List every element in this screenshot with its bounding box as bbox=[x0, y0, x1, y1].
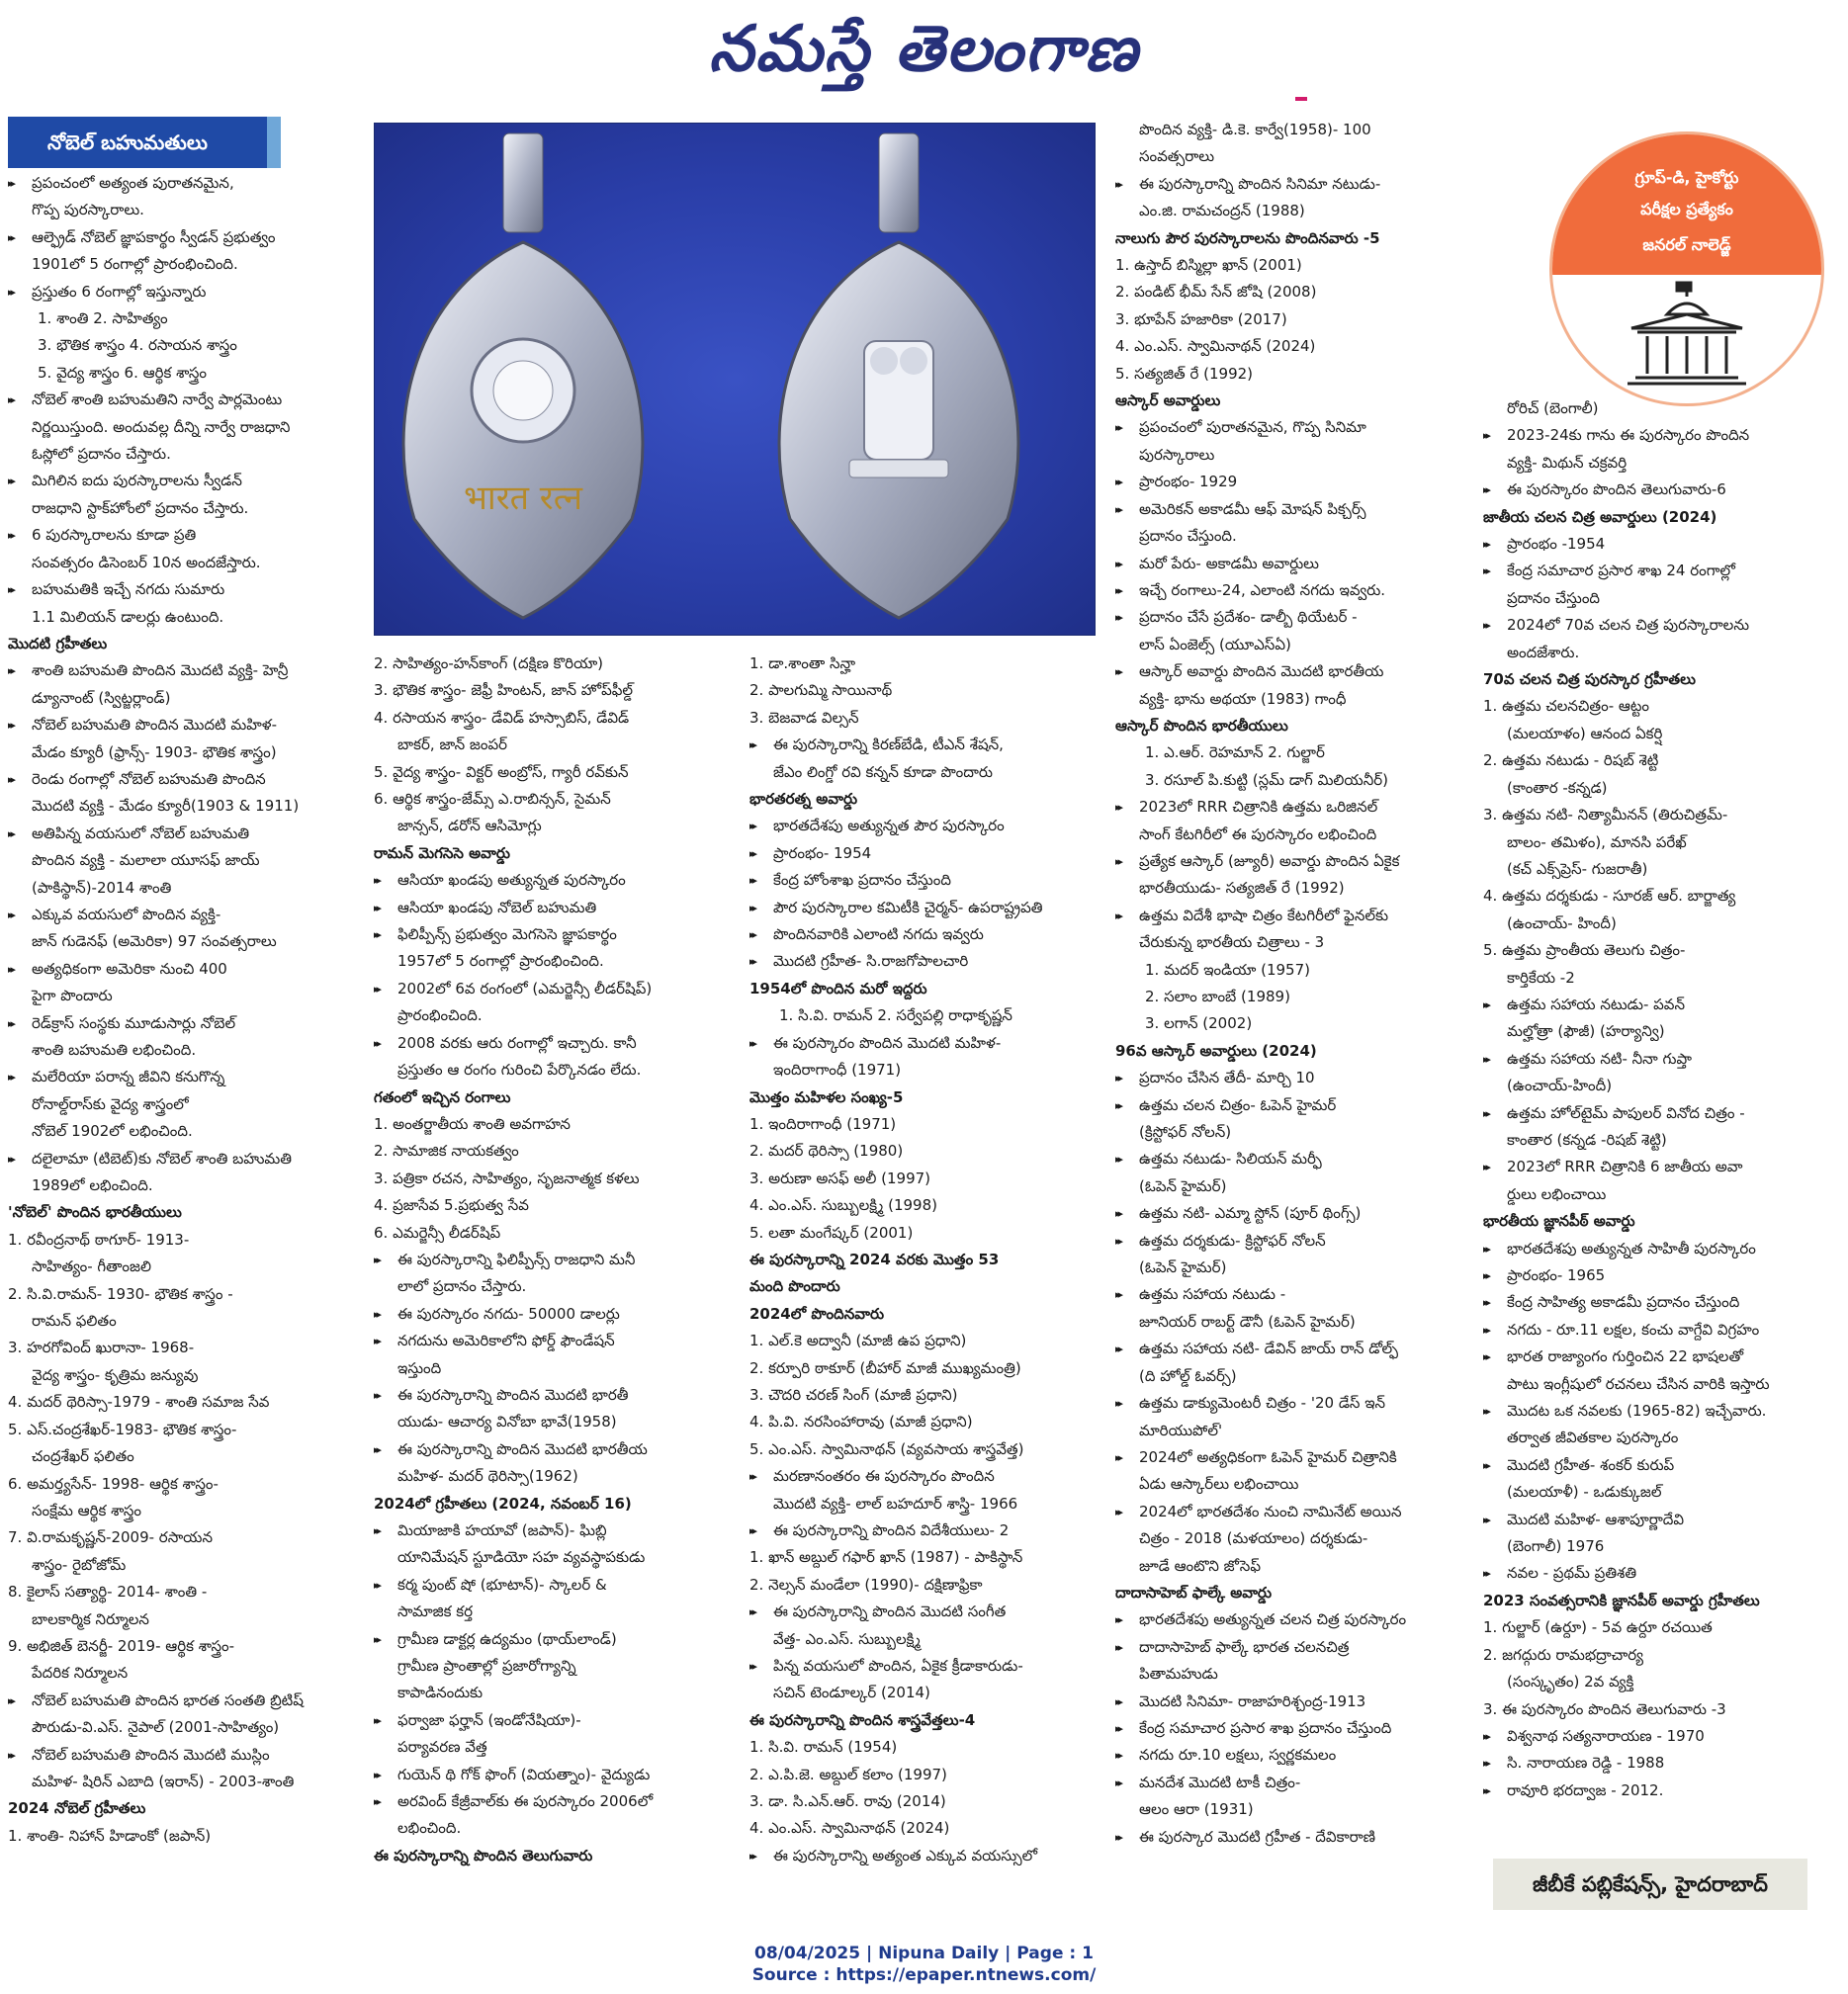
text-line: ▸▸ కేంద్ర సాహిత్య అకాడమీ ప్రదానం చేస్తుంది bbox=[1483, 1289, 1839, 1316]
text-line: 1. ఎ.ఆర్. రెహమాన్ 2. గుల్జార్ bbox=[1145, 743, 1325, 762]
text-line: 1. గుల్జార్ (ఉర్దూ) - 5వ ఉర్దూ రచయిత bbox=[1483, 1618, 1713, 1637]
text-line: 2. సి.వి.రామన్- 1930- భౌతిక శాస్త్రం - bbox=[8, 1284, 233, 1303]
text-line: బాలం- తమిళం), మానసి పరేఖ్ bbox=[1507, 832, 1687, 851]
text-line: 4. పి.వి. నరసింహారావు (మాజీ ప్రధాని) bbox=[749, 1413, 973, 1431]
text-line: పైగా పొందారు bbox=[32, 987, 113, 1005]
text-line: 1. సి.వి. రామన్ (1954) bbox=[749, 1738, 898, 1757]
text-line: ▸▸ ఈ పురస్కారాన్ని ఫిలిప్పీన్స్ రాజధాని మనీ bbox=[374, 1247, 732, 1273]
text-line: ▸▸ మనదేశ మొదటి టాకీ చిత్రం- bbox=[1115, 1770, 1463, 1796]
text-line: ▸▸ భారతదేశపు అత్యున్నత పౌర పురస్కారం bbox=[749, 813, 1098, 839]
text-line: జూడే ఆంటొని జోసెఫ్ bbox=[1139, 1556, 1261, 1575]
text-line: సంవత్సరాలు bbox=[1139, 147, 1215, 166]
text-line: పాటు ఇంగ్లీషులో రచనలు చేసిన వారికి ఇస్తారు bbox=[1507, 1374, 1770, 1393]
text-line: ▸▸ మొదటి గ్రహీత- శంకర్ కురుప్ bbox=[1483, 1452, 1839, 1479]
text-line: నిర్ణయిస్తుంది. అందువల్ల దీన్ని నార్వే రాజధాని bbox=[32, 417, 291, 436]
text-line: శాంతి బహుమతి లభించింది. bbox=[32, 1041, 197, 1059]
text-line: కాపాడినందుకు bbox=[397, 1684, 484, 1702]
text-line: ▸▸ ఈ పురస్కారాన్ని కిరణ్‌బేడి, టీఎన్ శేషన్, bbox=[749, 732, 1098, 758]
text-line: ఏడు ఆస్కార్‌లు లభించాయి bbox=[1139, 1475, 1299, 1494]
medal-inscription: भारत रत्न bbox=[463, 478, 583, 518]
text-line: ▸▸ 2023-24కు గాను ఈ పురస్కారం పొందిన bbox=[1483, 422, 1839, 449]
text-line: ▸▸ 2008 వరకు ఆరు రంగాల్లో ఇచ్చారు. కానీ bbox=[374, 1030, 732, 1057]
text-line: ▸▸ నవల - ప్రథమ్ ప్రతిశతి bbox=[1483, 1560, 1839, 1587]
text-line: 3. బెజవాడ విల్సన్ bbox=[749, 708, 859, 727]
text-line: 3. డా. సి.ఎన్.ఆర్. రావు (2014) bbox=[749, 1792, 946, 1811]
text-line: ▸▸ ఉత్తమ హోల్‌టైమ్ పాపులర్ వినోద చిత్రం - bbox=[1483, 1100, 1839, 1127]
text-line: ▸▸ ఉత్తమ దర్శకుడు- క్రిస్టోఫర్ నోలన్ bbox=[1115, 1228, 1463, 1255]
text-line: ▸▸ ఎక్కువ వయసులో పొందిన వ్యక్తి- bbox=[8, 902, 354, 928]
badge-line-1: గ్రూప్-డి, హైకోర్టు bbox=[1634, 168, 1739, 187]
text-line: (కాంతార -కన్నడ) bbox=[1507, 778, 1608, 797]
text-line: 3. పత్రికా రచన, సాహిత్యం, సృజనాత్మక కళలు bbox=[374, 1169, 640, 1187]
text-line: ▸▸ పొందినవారికి ఎలాంటి నగదు ఇవ్వరు bbox=[749, 921, 1098, 948]
text-line: యానిమేషన్ స్టూడియో సహ వ్యవస్థాపకుడు bbox=[397, 1548, 646, 1567]
text-line: ▸▸ ఈ పురస్కారం పొందిన తెలుగువారు-6 bbox=[1483, 477, 1839, 503]
badge-line-3: జనరల్ నాలెడ్జ్ bbox=[1642, 235, 1731, 254]
text-line: బాలకార్మిక నిర్మూలన bbox=[32, 1609, 149, 1628]
text-line: ఓస్లోలో ప్రదానం చేస్తారు. bbox=[32, 445, 171, 464]
text-line: 3. చౌదరి చరణ్ సింగ్ (మాజీ ప్రధాని) bbox=[749, 1385, 958, 1404]
text-line: ▸▸ ఈ పురస్కారాన్ని పొందిన మొదటి భారతీయ bbox=[374, 1436, 732, 1463]
text-line: ▸▸ ఈ పురస్కారాన్ని పొందిన మొదటి సంగీత bbox=[749, 1599, 1098, 1625]
text-line: మేడం క్యూరీ (ఫ్రాన్స్- 1903- భౌతిక శాస్త్రం) bbox=[32, 742, 277, 761]
text-line: ▸▸ నోబెల్ బహుమతి పొందిన మొదటి మహిళ- bbox=[8, 712, 354, 738]
text-line: ▸▸ ప్రపంచంలో పురాతనమైన, గొప్ప సినిమా bbox=[1115, 414, 1463, 441]
text-line: ▸▸ శాంతి బహుమతి పొందిన మొదటి వ్యక్తి- హెన్రీ bbox=[8, 657, 354, 684]
text-line: ▸▸ గ్రామీణ డాక్టర్ల ఉద్యమం (థాయ్‌లాండ్) bbox=[374, 1626, 732, 1653]
government-building-icon bbox=[1552, 275, 1821, 403]
text-line: రోనాల్డ్‌రాస్‌కు వైద్య శాస్త్రంలో bbox=[32, 1094, 189, 1113]
text-line: 1989లో లభించింది. bbox=[32, 1176, 153, 1195]
text-line: 5. ఎం.ఎస్. స్వామినాథన్ (వ్యవసాయ శాస్త్రవేత్త) bbox=[749, 1439, 1024, 1458]
text-line: 6. ఎమర్జెన్సీ లీడర్‌షిప్ bbox=[374, 1223, 501, 1242]
footer-source-line: Source : https://epaper.ntnews.com/ bbox=[751, 1965, 1097, 1985]
text-line: 2. కర్పూరి ఠాకూర్ (బీహార్ మాజీ ముఖ్యమంత్రి) bbox=[749, 1358, 1021, 1377]
text-line: ▸▸ విశ్వనాథ సత్యనారాయణ - 1970 bbox=[1483, 1723, 1839, 1750]
text-line: 7. వి.రామకృష్ణన్-2009- రసాయన bbox=[8, 1528, 213, 1547]
text-line: 3. అరుణా అసఫ్ అలీ (1997) bbox=[749, 1169, 931, 1187]
text-line: ▸▸ మరో పేరు- అకాడమీ అవార్డులు bbox=[1115, 551, 1463, 577]
text-line: 3. భౌతిక శాస్త్రం- జెఫ్రీ హింటన్, జాన్ హోప్‌ఫీల్డ్ bbox=[374, 681, 634, 700]
text-line: లాస్ ఏంజెల్స్ (యూఎస్ఏ) bbox=[1139, 635, 1291, 653]
text-line: ▸▸ ఉత్తమ డాక్యుమెంటరీ చిత్రం - '20 డేస్ ఇన్ bbox=[1115, 1390, 1463, 1417]
subheading: 2024లో గ్రహీతలు (2024, నవంబర్ 16) bbox=[374, 1494, 632, 1513]
text-line: 2. నెల్సన్ మండేలా (1990)- దక్షిణాఫ్రికా bbox=[749, 1575, 983, 1594]
text-line: 3. హరగోవింద్ ఖురానా- 1968- bbox=[8, 1339, 195, 1357]
text-line: ▸▸ ప్రారంభం- 1965 bbox=[1483, 1262, 1839, 1289]
subheading: భారతీయ జ్ఞానపీఠ్ అవార్డు bbox=[1483, 1212, 1635, 1231]
text-line: ▸▸ ఈ పురస్కారాన్ని అత్యంత ఎక్కువ వయస్సులో bbox=[749, 1843, 1098, 1869]
text-line: లాలో ప్రదానం చేస్తారు. bbox=[397, 1277, 527, 1296]
subheading: 2023 సంవత్సరానికి జ్ఞానపీఠ్ అవార్డు గ్రహీతలు bbox=[1483, 1591, 1760, 1609]
text-line: ▸▸ ప్రస్తుతం 6 రంగాల్లో ఇస్తున్నారు bbox=[8, 279, 354, 305]
text-line: 4. ప్రజాసేవ 5.ప్రభుత్వ సేవ bbox=[374, 1196, 529, 1215]
text-line: (బెంగాలీ) 1976 bbox=[1507, 1537, 1605, 1556]
text-line: 4. ఎం.ఎస్. సుబ్బులక్ష్మి (1998) bbox=[749, 1196, 937, 1215]
text-line: ▸▸ ఉత్తమ సహాయ నటుడు - bbox=[1115, 1281, 1463, 1308]
text-line: గ్రామీణ ప్రాంతాల్లో ప్రజారోగ్యాన్ని bbox=[397, 1657, 576, 1676]
subheading: ఈ పురస్కారాన్ని పొందిన శాస్త్రవేత్తలు-4 bbox=[749, 1710, 976, 1729]
text-line: ▸▸ ప్రదానం చేసిన తేదీ- మార్చి 10 bbox=[1115, 1065, 1463, 1091]
text-line: చేరుకున్న భారతీయ చిత్రాలు - 3 bbox=[1139, 933, 1325, 952]
text-line: ▸▸ పౌర పురస్కారాల కమిటీకి చైర్మన్- ఉపరాష్ట్రపతి bbox=[749, 895, 1098, 921]
text-line: ▸▸ నోబెల్ శాంతి బహుమతిని నార్వే పార్లమెంటు bbox=[8, 387, 354, 413]
text-line: ▸▸ ఈ పురస్కారం పొందిన మొదటి మహిళ- bbox=[749, 1030, 1098, 1057]
text-line: ▸▸ గుయెన్ థి గోక్ ఫొంగ్ (వియత్నాం)- వైద్యుడు bbox=[374, 1762, 732, 1788]
text-line: ▸▸ రెడ్‌క్రాస్ సంస్థకు మూడుసార్లు నోబెల్ bbox=[8, 1010, 354, 1037]
text-line: ర్డులు లభించాయి bbox=[1507, 1184, 1607, 1203]
text-line: ▸▸ ఈ పురస్కార మొదటి గ్రహీత - దేవికారాణి bbox=[1115, 1824, 1463, 1851]
text-line: 3. ఉత్తమ నటి- నిత్యామీనన్ (తిరుచిత్రమ్- bbox=[1483, 806, 1728, 824]
text-line: ▸▸ 2023లో RRR చిత్రానికి ఉత్తమ ఒరిజినల్ bbox=[1115, 794, 1463, 821]
text-line: పితామహుడు bbox=[1139, 1665, 1218, 1684]
text-line: ▸▸ ప్రదానం చేసే ప్రదేశం- డాల్బీ థియేటర్ - bbox=[1115, 604, 1463, 631]
text-line: భారతీయుడు- సత్యజిత్ రే (1992) bbox=[1139, 879, 1345, 898]
text-line: ఆలం ఆరా (1931) bbox=[1139, 1800, 1254, 1819]
text-line: (మలయాళం) ఆనంద ఏకర్షి bbox=[1507, 724, 1663, 742]
text-line: కార్తికేయ -2 bbox=[1507, 968, 1575, 987]
footer-date-line: 08/04/2025 | Nipuna Daily | Page : 1 bbox=[754, 1944, 1094, 1963]
text-line: బాకర్, జాన్ జంపర్ bbox=[397, 736, 508, 754]
text-line: 2. ఎ.పి.జె. అబ్దుల్ కలాం (1997) bbox=[749, 1765, 947, 1783]
badge-line-2: పరీక్షల ప్రత్యేకం bbox=[1640, 200, 1733, 218]
text-line: ప్రదానం చేస్తుంది bbox=[1507, 588, 1601, 607]
text-line: (ది హోల్డ్ ఓవర్స్) bbox=[1139, 1366, 1237, 1385]
text-line: ▸▸ అతిపిన్న వయసులో నోబెల్ బహుమతి bbox=[8, 821, 354, 847]
text-line: ▸▸ నగదు రూ.10 లక్షలు, స్వర్ణకమలం bbox=[1115, 1742, 1463, 1769]
text-line: తర్వాత జీవితకాల పురస్కారం bbox=[1507, 1429, 1679, 1447]
medal-front-icon bbox=[403, 133, 643, 618]
text-line: ▸▸ ప్రపంచంలో అత్యంత పురాతనమైన, bbox=[8, 170, 354, 197]
text-line: ▸▸ పిన్న వయసులో పొందిన, ఏకైక క్రీడాకారుడు- bbox=[749, 1653, 1098, 1680]
text-line: (పాకిస్థాన్)-2014 శాంతి bbox=[32, 878, 172, 897]
text-line: 1.1 మిలియన్ డాలర్లు ఉంటుంది. bbox=[32, 607, 224, 626]
text-line: 1. ఎల్.కె అద్వానీ (మాజీ ఉప ప్రధాని) bbox=[749, 1332, 967, 1350]
text-line: ▸▸ కేంద్ర సమాచార ప్రసార శాఖ ప్రదానం చేస్తుంది bbox=[1115, 1715, 1463, 1742]
text-line: ఇస్తుంది bbox=[397, 1358, 442, 1377]
text-line: ఎం.జి. రామచంద్రన్ (1988) bbox=[1139, 202, 1305, 220]
text-line: పొందిన వ్యక్తి - మలాలా యూసఫ్ జాయ్ bbox=[32, 851, 260, 870]
column-4 bbox=[1115, 117, 1463, 1851]
text-line: ▸▸ ఈ పురస్కారాన్ని పొందిన మొదటి భారతీ bbox=[374, 1382, 732, 1409]
text-line: 2. జగద్గురు రామభద్రాచార్య bbox=[1483, 1645, 1644, 1664]
text-line: (ఓపెన్ హైమర్) bbox=[1139, 1176, 1227, 1195]
text-line: 3. ఈ పురస్కారం పొందిన తెలుగువారు -3 bbox=[1483, 1699, 1726, 1718]
text-line: మారియుపోల్' bbox=[1139, 1421, 1223, 1439]
text-line: ▸▸ 6 పురస్కారాలను కూడా ప్రతి bbox=[8, 522, 354, 549]
text-line: మొదటి వ్యక్తి- లాల్ బహదూర్ శాస్త్రి- 1966 bbox=[773, 1494, 1018, 1513]
text-line: 2. సాహిత్యం-హన్‌కాంగ్ (దక్షిణ కొరియా) bbox=[374, 654, 604, 672]
subheading: గతంలో ఇచ్చిన రంగాలు bbox=[374, 1087, 511, 1106]
text-line: వ్యక్తి- మిథున్ చక్రవర్తి bbox=[1507, 453, 1628, 472]
text-line: 8. కైలాస్ సత్యార్థి- 2014- శాంతి - bbox=[8, 1583, 208, 1602]
subheading: మొదటి గ్రహీతలు bbox=[8, 634, 108, 652]
text-line: 9. అభిజిత్ బెనర్జీ- 2019- ఆర్థిక శాస్త్రం- bbox=[8, 1636, 235, 1655]
text-line: ▸▸ నోబెల్ బహుమతి పొందిన మొదటి ముస్లిం bbox=[8, 1742, 354, 1769]
subheading: 'నోబెల్' పొందిన భారతీయులు bbox=[8, 1203, 182, 1222]
text-line: 5. వైద్య శాస్త్రం 6. ఆర్థిక శాస్త్రం bbox=[38, 363, 207, 382]
masthead-accent bbox=[1295, 97, 1307, 101]
text-line: 1. అంతర్జాతీయ శాంతి అవగాహన bbox=[374, 1114, 571, 1133]
text-line: ▸▸ ఈ పురస్కారాన్ని పొందిన విదేశీయులు- 2 bbox=[749, 1517, 1098, 1544]
subheading: 2024 నోబెల్ గ్రహీతలు bbox=[8, 1799, 146, 1818]
subheading: ఆస్కార్ పొందిన భారతీయులు bbox=[1115, 716, 1288, 735]
text-line: ▸▸ భారతదేశపు అత్యున్నత చలన చిత్ర పురస్కారం bbox=[1115, 1606, 1463, 1633]
text-line: (ఓపెన్ హైమర్) bbox=[1139, 1258, 1227, 1277]
text-line: ▸▸ అరవింద్ కేజ్రీవాల్‌కు ఈ పురస్కారం 2006లో bbox=[374, 1788, 732, 1815]
text-line: 1. ఇందిరాగాంధీ (1971) bbox=[749, 1114, 897, 1133]
column-3-lines bbox=[749, 650, 1098, 1869]
column-1-lines bbox=[8, 170, 354, 1850]
text-line: 5. ఎస్.చంద్రశేఖర్-1983- భౌతిక శాస్త్రం- bbox=[8, 1420, 237, 1438]
subheading: నాలుగు పౌర పురస్కారాలను పొందినవారు -5 bbox=[1115, 228, 1380, 247]
text-line: 3. భౌతిక శాస్త్రం 4. రసాయన శాస్త్రం bbox=[38, 336, 237, 355]
text-line: కాంతార (కన్నడ -రిషబ్ శెట్టి) bbox=[1507, 1130, 1667, 1149]
text-line: ▸▸ మొదట ఒక నవలకు (1965-82) ఇచ్చేవారు. bbox=[1483, 1398, 1839, 1425]
text-line: ▸▸ భారతదేశపు అత్యున్నత సాహితీ పురస్కారం bbox=[1483, 1236, 1839, 1262]
text-line: 2. సామాజిక నాయకత్వం bbox=[374, 1142, 519, 1161]
text-line: మహిళ- షిరిన్ ఎబాది (ఇరాన్) - 2003-శాంతి bbox=[32, 1772, 295, 1790]
text-line: ▸▸ ఉత్తమ చలన చిత్రం- ఓపెన్ హైమర్ bbox=[1115, 1092, 1463, 1119]
text-line: ▸▸ 2002లో 6వ రంగంలో (ఎమర్జెన్సీ లీడర్‌షిప్) bbox=[374, 976, 732, 1002]
text-line: జూనియర్ రాబర్ట్ డౌనీ (ఓపెన్ హైమర్) bbox=[1139, 1312, 1356, 1331]
text-line: అందజేశారు. bbox=[1507, 643, 1580, 661]
text-line: 4. మదర్ థెరిస్సా-1979 - శాంతి సమాజ సేవ bbox=[8, 1393, 270, 1412]
text-line: 1. డా.శాంతా సిన్హా bbox=[749, 654, 856, 672]
text-line: ప్రస్తుతం ఆ రంగం గురించి పేర్కొనడం లేదు. bbox=[397, 1061, 642, 1080]
text-line: ▸▸ 2024లో 70వ చలన చిత్ర పురస్కారాలను bbox=[1483, 612, 1839, 639]
text-line: ▸▸ అమెరికన్ అకాడమీ ఆఫ్ మోషన్ పిక్చర్స్ bbox=[1115, 496, 1463, 523]
subheading: మంది పొందారు bbox=[749, 1277, 840, 1296]
text-line: ▸▸ ఉత్తమ విదేశీ భాషా చిత్రం కేటగిరీలో ఫైనల్‌కు bbox=[1115, 903, 1463, 929]
text-line: ▸▸ ఈ పురస్కారాన్ని పొందిన సినిమా నటుడు- bbox=[1115, 171, 1463, 198]
text-line: ▸▸ రావూరి భరద్వాజ - 2012. bbox=[1483, 1777, 1839, 1804]
column-nobel bbox=[8, 117, 354, 1850]
column-5-lines bbox=[1483, 395, 1839, 1804]
text-line: రాజధాని స్టాక్‌హోంలో ప్రదానం చేస్తారు. bbox=[32, 498, 249, 517]
text-line: 2. ఉత్తమ నటుడు - రిషబ్ శెట్టి bbox=[1483, 751, 1659, 770]
text-line: 6. అమర్త్యసేన్- 1998- ఆర్థిక శాస్త్రం- bbox=[8, 1474, 219, 1493]
text-line: ▸▸ ఉత్తమ సహాయ నటి- డేవిన్ జాయ్ రాన్ డోల్ఫ్ bbox=[1115, 1336, 1463, 1362]
text-line: పేదరిక నిర్మూలన bbox=[32, 1664, 129, 1683]
text-line: ▸▸ ప్రత్యేక ఆస్కార్ (జ్యూరీ) అవార్డు పొందిన ఏకైక bbox=[1115, 848, 1463, 875]
text-line: 1. ఖాన్ అబ్దుల్ గఫార్ ఖాన్ (1987) - పాకిస్థాన్ bbox=[749, 1548, 1023, 1567]
text-line: 1901లో 5 రంగాల్లో ప్రారంభించింది. bbox=[32, 255, 238, 274]
text-line: 2. సలాం బాంబే (1989) bbox=[1145, 988, 1290, 1005]
text-line: ▸▸ మొదటి గ్రహీత- సి.రాజగోపాలచారి bbox=[749, 948, 1098, 975]
text-line: ▸▸ మరణానంతరం ఈ పురస్కారం పొందిన bbox=[749, 1463, 1098, 1490]
exam-special-badge bbox=[1549, 131, 1824, 406]
text-line: 1. రవీంద్రనాథ్ ఠాగూర్- 1913- bbox=[8, 1230, 190, 1249]
text-line: శాస్త్రం- రైబోజోమ్ bbox=[32, 1555, 127, 1574]
text-line: 4. ఎం.ఎస్. స్వామినాథన్ (2024) bbox=[1115, 337, 1316, 356]
subheading: ఈ పురస్కారాన్ని పొందిన తెలుగువారు bbox=[374, 1846, 593, 1864]
text-line: వ్యక్తి- భాను అథయా (1983) గాంధీ bbox=[1139, 689, 1347, 708]
text-line: డ్యూనాంట్ (స్విట్జర్లాండ్) bbox=[32, 688, 171, 707]
text-line: గొప్ప పురస్కారాలు. bbox=[32, 201, 144, 219]
text-line: ▸▸ భారత రాజ్యాంగం గుర్తించిన 22 భాషలతో bbox=[1483, 1344, 1839, 1370]
text-line: ▸▸ ప్రారంభం -1954 bbox=[1483, 531, 1839, 558]
text-line: 1. ఉస్తాద్ బిస్మిల్లా ఖాన్ (2001) bbox=[1115, 256, 1302, 275]
text-line: మొదటి వ్యక్తి - మేడం క్యూరీ(1903 & 1911) bbox=[32, 797, 300, 816]
text-line: సంక్షేమ ఆర్థిక శాస్త్రం bbox=[32, 1501, 141, 1519]
text-line: రోరిచ్ (బెంగాలీ) bbox=[1507, 399, 1599, 417]
text-line: 1. సి.వి. రామన్ 2. సర్వేపల్లి రాధాకృష్ణన్ bbox=[779, 1006, 1012, 1025]
text-line: ▸▸ దలైలామా (టిబెట్)కు నోబెల్ శాంతి బహుమతి bbox=[8, 1146, 354, 1172]
text-line: 1. శాంతి 2. సాహిత్యం bbox=[38, 309, 168, 328]
text-line: సంవత్సరం డిసెంబర్ 10న అందజేస్తారు. bbox=[32, 553, 261, 571]
text-line: ▸▸ ఫిలిప్పీన్స్ ప్రభుత్వం మెగసెసె జ్ఞాపకార్థం bbox=[374, 921, 732, 948]
text-line: ▸▸ కేంద్ర సమాచార ప్రసార శాఖ 24 రంగాల్లో bbox=[1483, 558, 1839, 584]
text-line: ▸▸ ప్రారంభం- 1954 bbox=[749, 840, 1098, 867]
text-line: మహిళ- మదర్ థెరిస్సా(1962) bbox=[397, 1467, 578, 1486]
text-line: యుడు- ఆచార్య వినోబా భావే(1958) bbox=[397, 1413, 617, 1431]
text-line: ▸▸ మలేరియా పరాన్న జీవిని కనుగొన్న bbox=[8, 1064, 354, 1090]
text-line: 2. మదర్ థెరిస్సా (1980) bbox=[749, 1142, 904, 1161]
text-line: 5. ఉత్తమ ప్రాంతీయ తెలుగు చిత్రం- bbox=[1483, 941, 1686, 960]
text-line: సామాజిక కర్త bbox=[397, 1603, 473, 1621]
text-line: (ఉంచాయ్-హిందీ) bbox=[1507, 1077, 1613, 1095]
text-line: ▸▸ బహుమతికి ఇచ్చే నగదు సుమారు bbox=[8, 576, 354, 603]
masthead-title: నమస్తే తెలంగాణ bbox=[708, 12, 1140, 86]
text-line: 5. వైద్య శాస్త్రం- విక్టర్ అంబ్రోస్, గ్యారీ రవ్‌కున్ bbox=[374, 762, 629, 781]
text-line: ▸▸ మొదటి మహిళ- ఆశాపూర్ణాదేవి bbox=[1483, 1507, 1839, 1533]
text-line: ▸▸ ఆసియా ఖండపు నోబెల్ బహుమతి bbox=[374, 895, 732, 921]
text-line: 1. ఉత్తమ చలనచిత్రం- ఆట్టం bbox=[1483, 697, 1650, 716]
column-2-lines bbox=[374, 650, 732, 1869]
text-line: ▸▸ సి. నారాయణ రెడ్డి - 1988 bbox=[1483, 1750, 1839, 1777]
text-line: ▸▸ ఫర్వాజా ఫర్హాన్ (ఇండోనేషియా)- bbox=[374, 1707, 732, 1734]
text-line: ▸▸ ఉత్తమ సహాయ నటుడు- పవన్ bbox=[1483, 992, 1839, 1018]
text-line: (కచ్ ఎక్స్‌ప్రెస్- గుజరాతీ) bbox=[1507, 859, 1648, 878]
text-line: (క్రిస్టోఫర్ నోలన్) bbox=[1139, 1123, 1232, 1142]
subheading: ఈ పురస్కారాన్ని 2024 వరకు మొత్తం 53 bbox=[749, 1250, 1000, 1268]
subheading: 96వ ఆస్కార్ అవార్డులు (2024) bbox=[1115, 1041, 1317, 1060]
bharat-ratna-medal-image bbox=[374, 123, 1096, 636]
column-4-lines bbox=[1115, 117, 1463, 1851]
text-line: ▸▸ నగదును అమెరికాలోని ఫోర్డ్ ఫౌండేషన్ bbox=[374, 1328, 732, 1354]
text-line: 2. పాలగుమ్మి సాయినాథ్ bbox=[749, 681, 893, 700]
text-line: 5. లతా మంగేష్కర్ (2001) bbox=[749, 1223, 914, 1242]
text-line: ▸▸ ఇచ్చే రంగాలు-24, ఎలాంటి నగదు ఇవ్వరు. bbox=[1115, 577, 1463, 604]
text-line: 5. సత్యజిత్ రే (1992) bbox=[1115, 364, 1254, 383]
text-line: సాహిత్యం- గీతాంజలి bbox=[32, 1257, 151, 1276]
text-line: లభించింది. bbox=[397, 1819, 462, 1838]
text-line: జేఎం లింగ్డో రవి కన్నన్ కూడా పొందారు bbox=[773, 762, 993, 781]
text-line: పౌరుడు-వి.ఎస్. నైపాల్ (2001-సాహిత్యం) bbox=[32, 1718, 280, 1737]
section-title: నోబెల్ బహుమతులు bbox=[8, 117, 281, 168]
text-line: సచిన్ టెండూల్కర్ (2014) bbox=[773, 1684, 930, 1702]
text-line: ▸▸ ఆస్కార్ అవార్డు పొందిన మొదటి భారతీయ bbox=[1115, 658, 1463, 685]
text-line: ఇందిరాగాంధీ (1971) bbox=[773, 1061, 902, 1080]
subheading: జాతీయ చలన చిత్ర అవార్డులు (2024) bbox=[1483, 507, 1717, 526]
subheading: 1954లో పొందిన మరో ఇద్దరు bbox=[749, 979, 927, 997]
publisher-credit: జీబీకే పబ్లికేషన్స్, హైదరాబాద్ bbox=[1493, 1859, 1807, 1910]
text-line: ▸▸ నోబెల్ బహుమతి పొందిన భారత సంతతి బ్రిటిష్ bbox=[8, 1688, 354, 1714]
subheading: మొత్తం మహిళల సంఖ్య-5 bbox=[749, 1087, 904, 1106]
text-line: 1. మదర్ ఇండియా (1957) bbox=[1145, 960, 1310, 979]
text-line: 1. శాంతి- నిహాన్ హిడాంకో (జపాన్) bbox=[8, 1826, 212, 1845]
text-line: ▸▸ అత్యధికంగా అమెరికా నుంచి 400 bbox=[8, 956, 354, 983]
text-line: (ఉంచాయ్- హిందీ) bbox=[1507, 913, 1617, 932]
text-line: ▸▸ మొదటి సినిమా- రాజాహరిశ్చంద్ర-1913 bbox=[1115, 1689, 1463, 1715]
text-line: జాన్ గుడెనఫ్ (అమెరికా) 97 సంవత్సరాలు bbox=[32, 932, 277, 951]
text-line: నోబెల్ 1902లో లభించింది. bbox=[32, 1122, 193, 1141]
text-line: ▸▸ ఉత్తమ నటుడు- సిలియన్ మర్ఫీ bbox=[1115, 1146, 1463, 1172]
text-line: 3. లగాన్ (2002) bbox=[1145, 1014, 1253, 1033]
text-line: ▸▸ కేంద్ర హోంశాఖ ప్రదానం చేస్తుంది bbox=[749, 867, 1098, 894]
text-line: ▸▸ ఉత్తమ నటి- ఎమ్మా స్టోన్ (పూర్ థింగ్స్) bbox=[1115, 1200, 1463, 1227]
text-line: ▸▸ ప్రారంభం- 1929 bbox=[1115, 469, 1463, 495]
column-3 bbox=[749, 650, 1098, 1869]
text-line: రామన్ ఫలితం bbox=[32, 1312, 117, 1331]
text-line: వేత్త- ఎం.ఎస్. సుబ్బులక్ష్మి bbox=[773, 1629, 921, 1648]
text-line: (మలయాళీ) - ఒడుక్కుజల్ bbox=[1507, 1483, 1662, 1502]
text-line: ▸▸ 2024లో భారతదేశం నుంచి నామినేట్ అయిన bbox=[1115, 1499, 1463, 1525]
text-line: చిత్రం - 2018 (మళయాలం) దర్శకుడు- bbox=[1139, 1529, 1368, 1548]
column-2 bbox=[374, 650, 732, 1869]
text-line: 4. ఉత్తమ దర్శకుడు - సూరజ్ ఆర్. బార్జాత్య bbox=[1483, 887, 1736, 906]
subheading: దాదాసాహెబ్ ఫాల్కే అవార్డు bbox=[1115, 1583, 1273, 1602]
text-line: ▸▸ ఆసియా ఖండపు అత్యున్నత పురస్కారం bbox=[374, 867, 732, 894]
text-line: జాన్సన్, డరోన్ ఆసిమోగ్లు bbox=[397, 817, 542, 835]
text-line: 6. ఆర్థిక శాస్త్రం-జేమ్స్ ఎ.రాబిన్సన్, సైమన్ bbox=[374, 790, 611, 809]
column-5 bbox=[1483, 395, 1839, 1804]
text-line: 4. రసాయన శాస్త్రం- డేవిడ్ హస్సాబిస్, డేవిడ్ bbox=[374, 708, 630, 727]
medal-illustration bbox=[375, 124, 1095, 635]
medal-back-icon bbox=[779, 133, 1018, 618]
subheading: 2024లో పొందినవారు bbox=[749, 1304, 885, 1323]
text-line: ▸▸ రెండు రంగాల్లో నోబెల్ బహుమతి పొందిన bbox=[8, 766, 354, 793]
text-line: పొందిన వ్యక్తి- డి.కె. కార్వే(1958)- 100 bbox=[1139, 121, 1371, 138]
text-line: వైద్య శాస్త్రం- కృత్రిమ జన్యువు bbox=[32, 1365, 199, 1384]
text-line: ▸▸ దాదాసాహెబ్ ఫాల్కే భారత చలనచిత్ర bbox=[1115, 1634, 1463, 1661]
subheading: భారతరత్న అవార్డు bbox=[749, 790, 858, 809]
text-line: 4. ఎం.ఎస్. స్వామినాథన్ (2024) bbox=[749, 1819, 950, 1838]
text-line: ▸▸ 2024లో అత్యధికంగా ఓపెన్ హైమర్ చిత్రానికి bbox=[1115, 1444, 1463, 1471]
text-line: 2. పండిట్ భీమ్ సేన్ జోషి (2008) bbox=[1115, 283, 1317, 302]
text-line: సాంగ్ కేటగిరీలో ఈ పురస్కారం లభించింది bbox=[1139, 824, 1377, 843]
text-line: చంద్రశేఖర్ ఫలితం bbox=[32, 1447, 134, 1466]
text-line: ▸▸ 2023లో RRR చిత్రానికి 6 జాతీయ అవా bbox=[1483, 1154, 1839, 1180]
text-line: ▸▸ నగదు - రూ.11 లక్షల, కంచు వాగ్దేవి విగ్రహం bbox=[1483, 1317, 1839, 1344]
text-line: పురస్కారాలు bbox=[1139, 445, 1215, 464]
text-line: ▸▸ కర్మ పుంట్ షో (భూటాన్)- స్కాలర్ & bbox=[374, 1572, 732, 1599]
subheading: రామన్ మెగసెసె అవార్డు bbox=[374, 843, 510, 862]
text-line: ▸▸ మిగిలిన ఐదు పురస్కారాలను స్వీడన్ bbox=[8, 468, 354, 494]
text-line: (సంస్కృతం) 2వ వ్యక్తి bbox=[1507, 1673, 1634, 1691]
text-line: మల్హోత్రా (ఫౌజీ) (హర్యాన్వి) bbox=[1507, 1022, 1665, 1041]
subheading: ఆస్కార్ అవార్డులు bbox=[1115, 391, 1221, 410]
text-line: ▸▸ ఆల్ఫ్రెడ్ నోబెల్ జ్ఞాపకార్థం స్వీడన్ ప్రభుత్వం bbox=[8, 224, 354, 251]
text-line: 3. రసూల్ పి.కుట్టి (స్లమ్ డాగ్ మిలియనీర్) bbox=[1145, 770, 1388, 789]
text-line: ▸▸ ఉత్తమ సహాయ నటి- నీనా గుప్తా bbox=[1483, 1046, 1839, 1073]
text-line: పర్యావరణ వేత్త bbox=[397, 1738, 487, 1757]
text-line: 3. భూపేన్ హజారికా (2017) bbox=[1115, 309, 1287, 328]
text-line: ప్రదానం చేస్తుంది. bbox=[1139, 527, 1237, 546]
text-line: 1957లో 5 రంగాల్లో ప్రారంభించింది. bbox=[397, 952, 604, 971]
text-line: ప్రారంభించింది. bbox=[397, 1006, 483, 1025]
subheading: 70వ చలన చిత్ర పురస్కార గ్రహీతలు bbox=[1483, 670, 1696, 689]
text-line: ▸▸ మియాజాకి హయావో (జపాన్)- ఘిబ్లి bbox=[374, 1517, 732, 1544]
text-line: ▸▸ ఈ పురస్కారం నగదు- 50000 డాలర్లు bbox=[374, 1301, 732, 1328]
